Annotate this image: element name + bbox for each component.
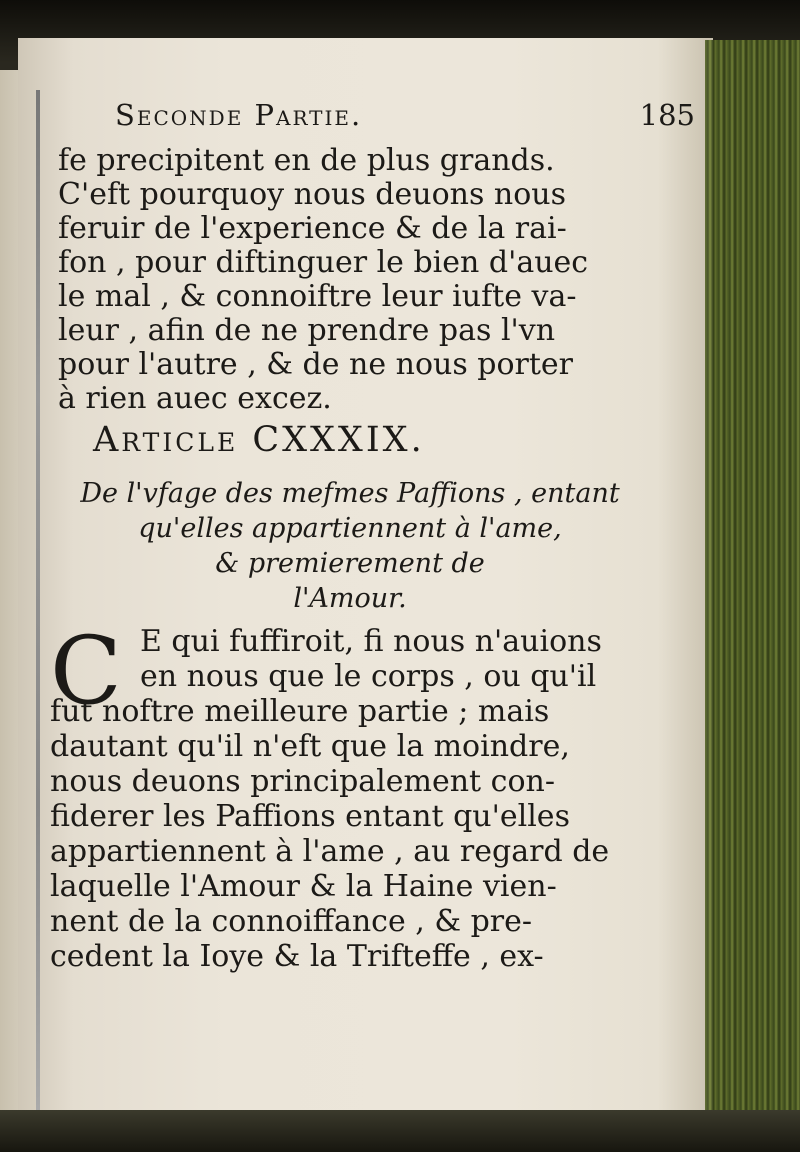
article-heading: Article CXXXIX.: [93, 420, 425, 460]
text-line: fe precipitent en de plus grands.: [58, 143, 555, 178]
paragraph-line: nous deuons principalement con-: [50, 764, 555, 799]
scan-bottom-shadow: [0, 1110, 800, 1152]
paragraph-line: E qui fuffiroit, fi nous n'auions: [140, 624, 602, 659]
paragraph-line: en nous que le corps , ou qu'il: [140, 659, 597, 694]
text-line: fon , pour diftinguer le bien d'auec: [58, 245, 589, 280]
drop-capital: C: [50, 617, 122, 726]
text-line: le mal , & connoiftre leur iufte va-: [58, 279, 577, 314]
page-number: 185: [639, 98, 695, 132]
subtitle-line: De l'vfage des mefmes Paffions , entant: [80, 478, 620, 509]
text-line: C'eft pourquoy nous deuons nous: [58, 177, 566, 212]
subtitle-line: qu'elles appartiennent à l'ame,: [138, 513, 562, 544]
running-header: [115, 98, 695, 138]
paragraph-line: fiderer les Paffions entant qu'elles: [50, 799, 570, 834]
paragraph-line: nent de la connoiffance , & pre-: [50, 904, 533, 939]
paragraph-line: dautant qu'il n'eft que la moindre,: [50, 729, 570, 764]
subtitle-line: & premierement de: [215, 548, 485, 579]
text-line: leur , afin de ne prendre pas l'vn: [58, 313, 556, 348]
running-header-title: Seconde Partie.: [115, 98, 363, 132]
paragraph-line: laquelle l'Amour & la Haine vien-: [50, 869, 557, 904]
text-line: à rien auec excez.: [58, 381, 332, 416]
subtitle-line: l'Amour.: [293, 583, 407, 614]
text-line: feruir de l'experience & de la rai-: [58, 211, 567, 246]
text-line: pour l'autre , & de ne nous porter: [58, 347, 574, 382]
page-edge-stack: [705, 40, 800, 1120]
paragraph-line: cedent la Ioye & la Trifteffe , ex-: [50, 939, 544, 974]
paragraph-line: appartiennent à l'ame , au regard de: [50, 834, 610, 869]
paragraph-line: fut noftre meilleure partie ; mais: [50, 694, 550, 729]
